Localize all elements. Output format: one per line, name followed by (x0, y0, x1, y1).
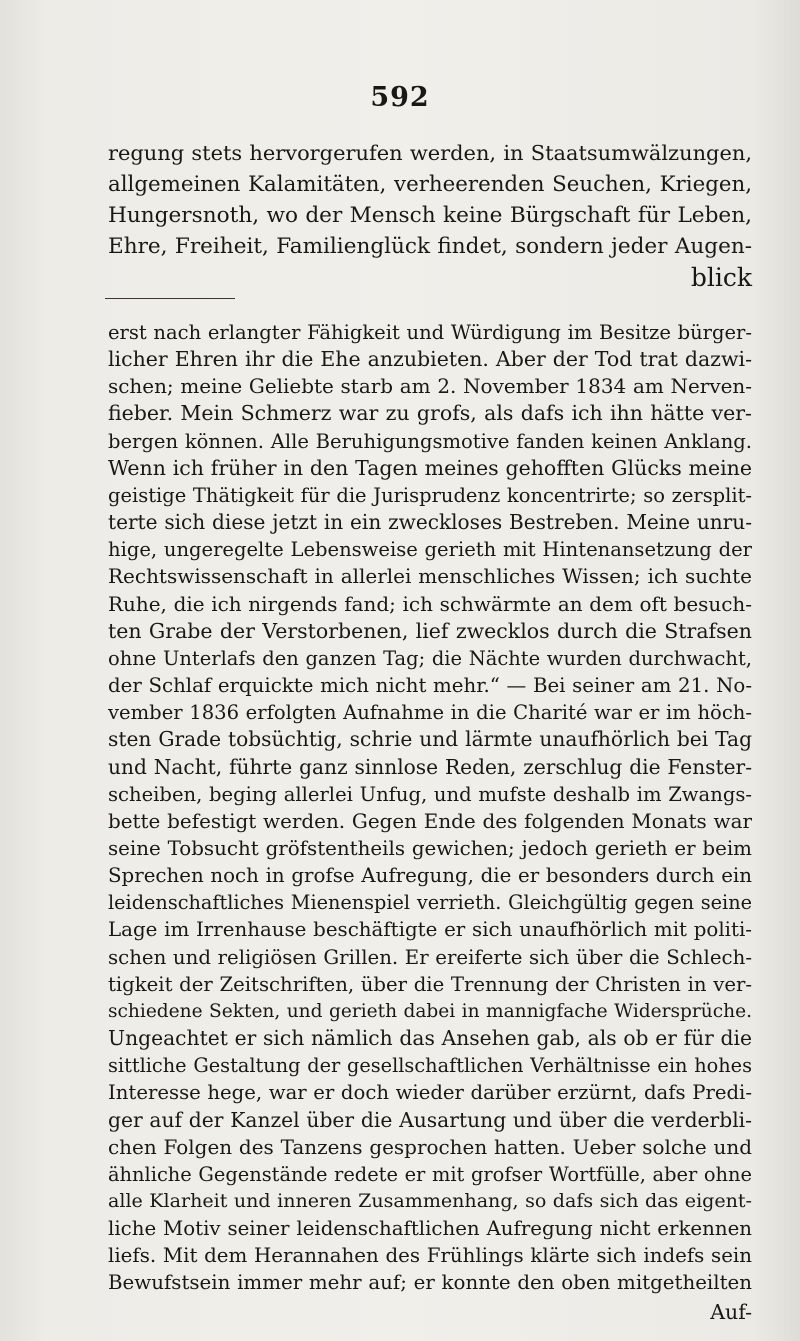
catchword: Auf- (710, 1299, 752, 1324)
text-line: Bewufstsein immer mehr auf; er konnte den oben mitgetheilten (108, 1271, 752, 1295)
text-line: sittliche Gestaltung der gesellschaftlichen Verhältnisse ein hohes (108, 1054, 752, 1078)
text-line: regung stets hervorgerufen werden, in Staatsumwälzungen, (108, 141, 752, 165)
text-line: ger auf der Kanzel über die Ausartung und über die verderbli- (108, 1107, 752, 1132)
text-line: ten Grabe der Verstorbenen, lief zwecklos durch die Strafsen (108, 618, 752, 643)
page-number: 592 (370, 82, 430, 113)
text-line: und Nacht, führte ganz sinnlose Reden, zerschlug die Fenster- (108, 754, 752, 779)
text-line: licher Ehren ihr die Ehe anzubieten. Aber der Tod trat dazwi- (108, 347, 752, 372)
text-line: seine Tobsucht gröfstentheils gewichen; jedoch gerieth er beim (108, 836, 752, 860)
text-line: liche Motiv seiner leidenschaftlichen Aufregung nicht erkennen (108, 1217, 752, 1241)
text-line: bergen können. Alle Beruhigungsmotive fanden keinen Anklang. (108, 429, 752, 453)
text-line: Lage im Irrenhause beschäftigte er sich unaufhörlich mit politi- (108, 918, 752, 942)
text-line: fieber. Mein Schmerz war zu grofs, als dafs ich ihn hätte ver- (108, 401, 752, 426)
text-line: allgemeinen Kalamitäten, verheerenden Seuchen, Kriegen, (108, 172, 752, 197)
text-line: ohne Unterlafs den ganzen Tag; die Nächte wurden durchwacht, (108, 646, 752, 670)
text-line: blick (690, 263, 752, 292)
text-line: schen und religiösen Grillen. Er ereiferte sich über die Schlech- (108, 945, 752, 969)
text-line: der Schlaf erquickte mich nicht mehr.“ — Bei seiner am 21. No- (108, 674, 752, 698)
text-line: vember 1836 erfolgten Aufnahme in die Charité war er im höch- (108, 701, 752, 725)
text-line: erst nach erlangter Fähigkeit und Würdigung im Besitze bürger- (108, 321, 752, 344)
text-line: liefs. Mit dem Herannahen des Frühlings klärte sich indefs sein (108, 1244, 752, 1268)
text-line: leidenschaftliches Mienenspiel verrieth. Gleichgültig gegen seine (108, 891, 752, 915)
text-line: schiedene Sekten, und gerieth dabei in mannigfache Widersprüche. (108, 1000, 752, 1022)
text-line: ähnliche Gegenstände redete er mit grofser Wortfülle, aber ohne (108, 1162, 752, 1186)
text-line: alle Klarheit und inneren Zusammenhang, so dafs sich das eigent- (108, 1190, 752, 1212)
text-line: Ehre, Freiheit, Familienglück findet, sondern jeder Augen- (108, 234, 752, 259)
text-line: sten Grade tobsüchtig, schrie und lärmte unaufhörlich bei Tag (108, 727, 752, 752)
text-line: Interesse hege, war er doch wieder darüber erzürnt, dafs Predi- (108, 1081, 752, 1105)
text-line: hige, ungeregelte Lebensweise gerieth mit Hintenansetzung der (108, 538, 752, 562)
text-line: scheiben, beging allerlei Unfug, und mufste deshalb im Zwangs- (108, 782, 752, 806)
text-line: bette befestigt werden. Gegen Ende des folgenden Monats war (108, 809, 752, 833)
text-line: geistige Thätigkeit für die Jurisprudenz koncentrirte; so zersplit- (108, 483, 752, 507)
text-line: tigkeit der Zeitschriften, über die Trennung der Christen in ver- (108, 972, 752, 996)
text-line: Sprechen noch in grofse Aufregung, die er besonders durch ein (108, 864, 752, 888)
small-type-paragraph (108, 319, 752, 1326)
text-line: Ungeachtet er sich nämlich das Ansehen gab, als ob er für die (108, 1026, 752, 1051)
text-line: Rechtswissenschaft in allerlei menschliches Wissen; ich suchte (108, 564, 752, 589)
footnote-rule (105, 298, 235, 299)
text-line: terte sich diese jetzt in ein zweckloses Bestreben. Meine unru- (108, 510, 752, 535)
text-line: Hungersnoth, wo der Mensch keine Bürgschaft für Leben, (108, 203, 752, 228)
text-line: Ruhe, die ich nirgends fand; ich schwärmte an dem oft besuch- (108, 591, 752, 616)
text-line: schen; meine Geliebte starb am 2. November 1834 am Nerven- (108, 374, 752, 399)
text-line: Wenn ich früher in den Tagen meines gehofften Glücks meine (108, 455, 752, 480)
large-type-paragraph (108, 138, 752, 293)
text-line: chen Folgen des Tanzens gesprochen hatten. Ueber solche und (108, 1134, 752, 1159)
